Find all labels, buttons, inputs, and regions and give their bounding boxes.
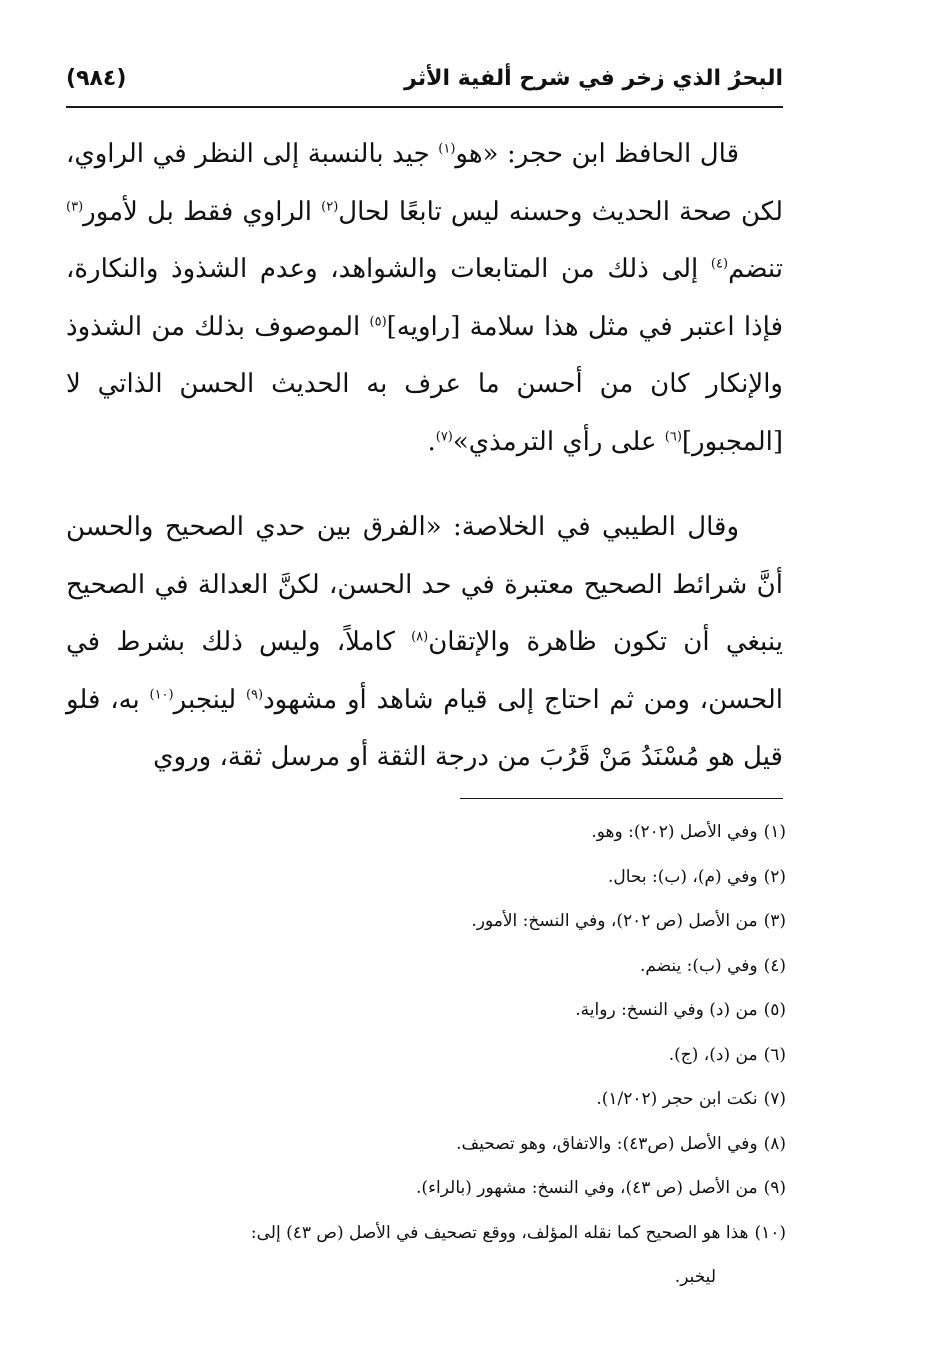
text-run: . (427, 426, 436, 457)
main-text (66, 126, 783, 787)
footnote-text: هذا هو الصحيح كما نقله المؤلف، ووقع تصحيف في الأصل (ص ٤٣) إلى: (250, 1222, 749, 1243)
footnote-text: وفي (م)، (ب): بحال. (607, 866, 758, 887)
footnote-ref[interactable]: (٣) (66, 198, 84, 214)
footnote-number: (٩) (763, 1178, 786, 1198)
footnote-item (66, 1033, 786, 1078)
footnote-ref[interactable]: (٥) (369, 313, 387, 329)
footnote-ref[interactable]: (٤) (710, 256, 729, 272)
footnote-number: (١) (763, 822, 786, 842)
footnote-ref[interactable]: (١٠) (149, 686, 174, 702)
footnote-item (66, 810, 786, 855)
footnote-ref[interactable]: (٢) (321, 198, 339, 214)
text-run: كاملاً، وليس ذلك بشرط في الحسن، ومن ثم احتاج إلى قيام شاهد أو مشهود (66, 627, 783, 715)
running-title: البحرُ الذي زخر في شرح ألفية الأثر (404, 66, 783, 91)
footnote-text: وفي الأصل (٢٠٢): وهو. (591, 822, 758, 842)
footnote-ref[interactable]: (٧) (435, 428, 453, 444)
footnote-text: وفي (ب): ينضم. (639, 955, 758, 976)
page-number: (٩٨٤) (66, 66, 127, 91)
footnote-number: (٧) (763, 1089, 786, 1109)
footnote-text: من (د)، (ج). (668, 1044, 758, 1065)
footnote-number: (٨) (763, 1133, 786, 1154)
footnote-number: (٢) (763, 866, 786, 887)
text-run: به، فلو قيل هو مُسْنَدُ مَنْ قَرُبَ من درجة الثقة أو مرسل ثقة، وروي (66, 684, 783, 772)
footnote-ref[interactable]: (١) (438, 141, 456, 157)
text-run: قال الحافظ ابن حجر: «هو (455, 139, 739, 169)
text-run: لينجبر (173, 684, 246, 715)
footnotes (66, 810, 786, 1300)
paragraph-ibn-hajar (66, 126, 783, 471)
footnote-item (66, 1211, 786, 1256)
text-run: إلى ذلك من المتابعات والشواهد، وعدم الشذوذ والنكارة، فإذا اعتبر في مثل هذا سلامة [راويه] (66, 254, 784, 342)
footnote-number: (١٠) (754, 1222, 786, 1243)
paragraph-tibi (66, 499, 783, 787)
footnote-item (66, 1166, 786, 1211)
footnote-continuation: ليخبر. (674, 1267, 716, 1287)
footnote-text: من (د) وفي النسخ: رواية. (575, 1000, 758, 1020)
header-rule (66, 106, 783, 108)
text-run: جيد بالنسبة إلى النظر في الراوي، لكن صحة الحديث وحسنه ليس تابعًا لحال (66, 139, 784, 227)
footnote-number: (٦) (763, 1044, 786, 1065)
running-header (66, 62, 783, 108)
footnote-separator (460, 798, 783, 799)
footnote-number: (٤) (763, 955, 786, 976)
footnote-ref[interactable]: (٨) (411, 629, 429, 645)
footnote-item (66, 855, 786, 900)
footnote-text: وفي الأصل (ص٤٣): والاتفاق، وهو تصحيف. (456, 1133, 758, 1154)
text-run: على رأي الترمذي» (452, 426, 665, 457)
footnote-ref[interactable]: (٦) (664, 428, 682, 444)
text-run: وقال الطيبي في الخلاصة: «الفرق بين حدي الصحيح والحسن أنَّ شرائط الصحيح معتبرة في حد الحسن، لكنَّ العدالة في الصحيح ينبغي أن تكون ظاهرة والإتقان (66, 512, 783, 657)
footnote-number: (٣) (763, 911, 786, 931)
footnote-text: نكت ابن حجر (١/٢٠٢). (596, 1089, 758, 1109)
footnote-item (66, 988, 786, 1033)
footnote-text: من الأصل (ص ٢٠٢)، وفي النسخ: الأمور. (471, 911, 758, 931)
footnote-item (66, 944, 786, 989)
text-run: الموصوف بذلك من الشذوذ والإنكار كان من أحسن ما عرف به الحديث الحسن الذاتي لا [المجبور] (66, 311, 783, 457)
footnote-item (66, 1077, 786, 1122)
footnote-item (66, 899, 786, 944)
footnote-number: (٥) (763, 1000, 786, 1020)
footnote-ref[interactable]: (٩) (245, 686, 264, 702)
footnote-item (66, 1122, 786, 1167)
text-run: الراوي فقط بل لأمور (83, 196, 322, 227)
text-run: تنضم (728, 254, 783, 284)
footnote-text: من الأصل (ص ٤٣)، وفي النسخ: مشهور (بالراء). (416, 1178, 758, 1198)
